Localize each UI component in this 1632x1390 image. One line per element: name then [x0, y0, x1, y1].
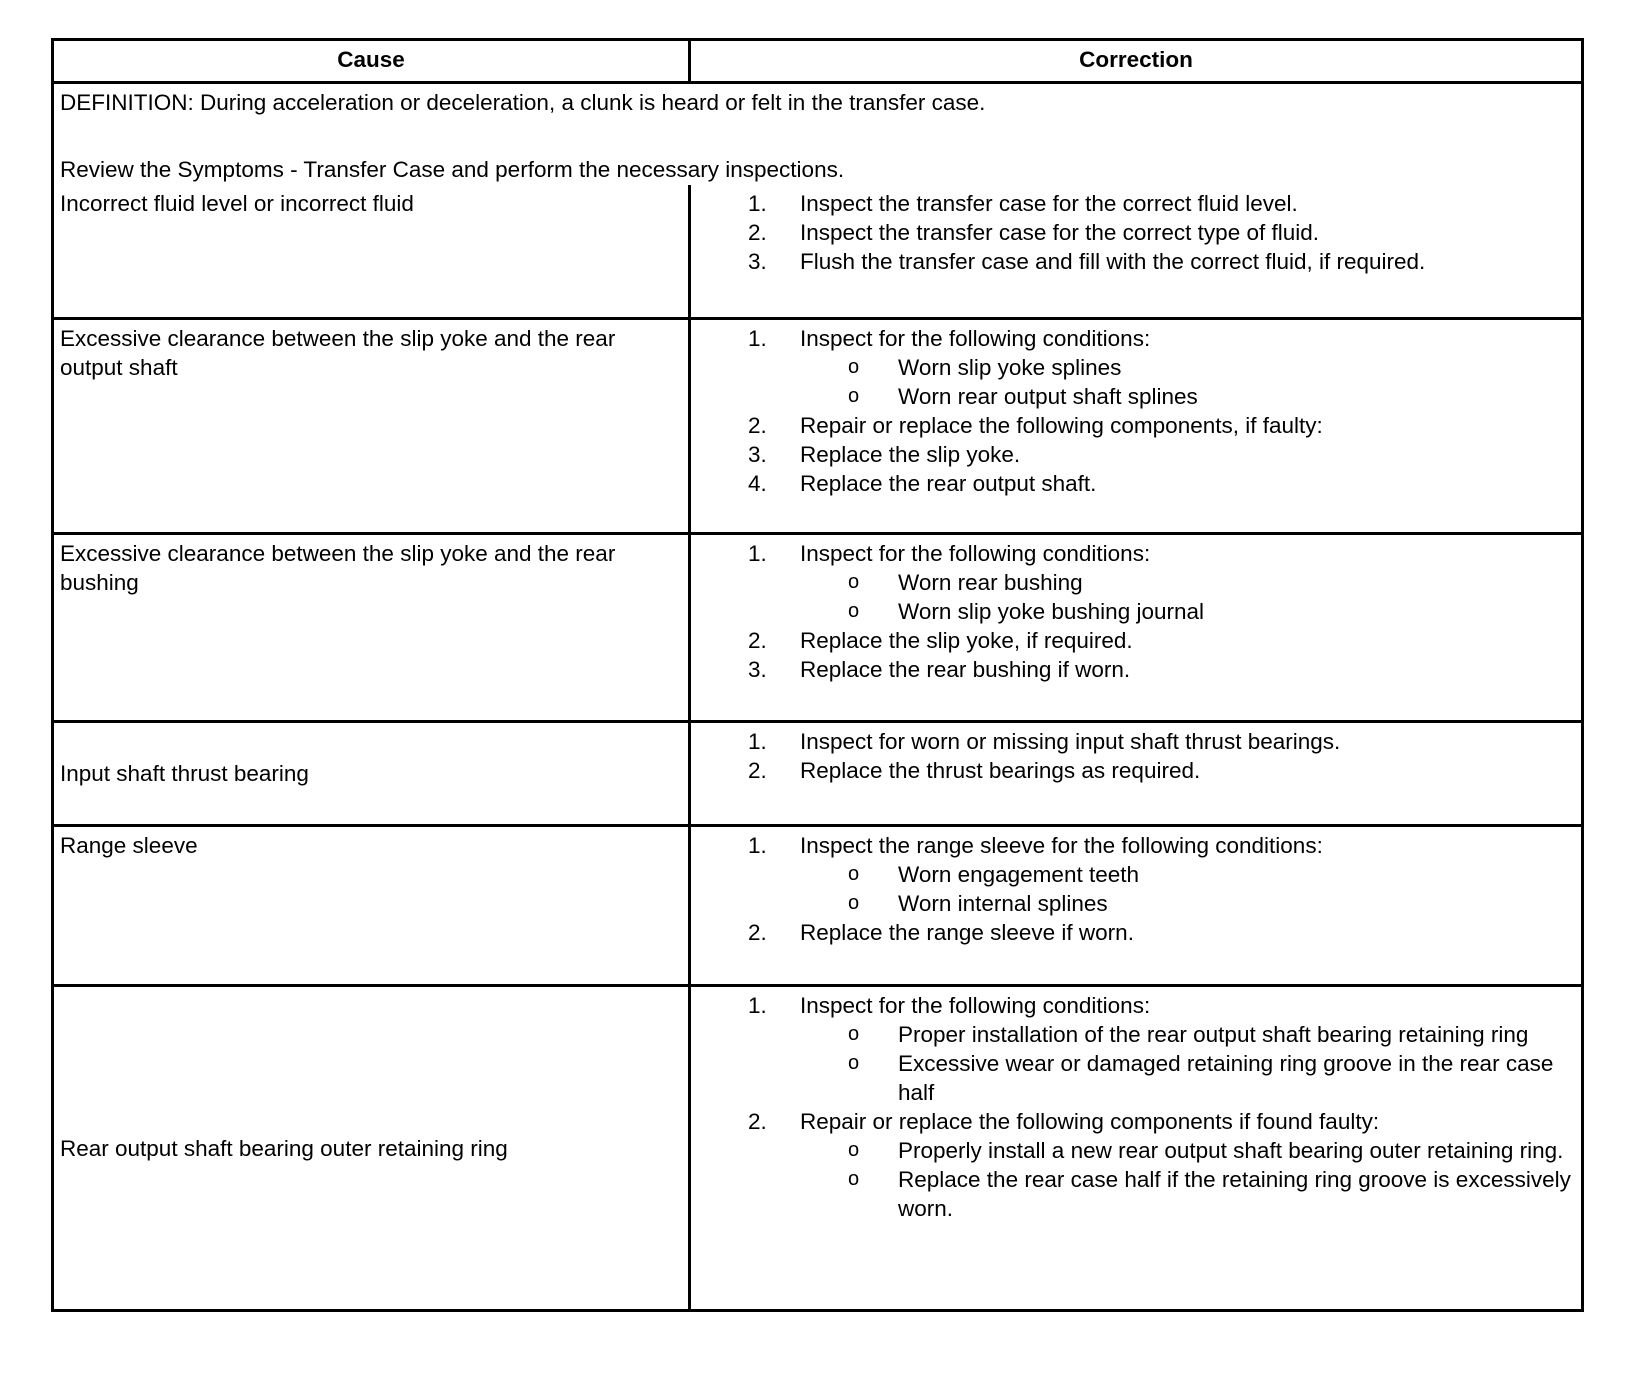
circle-bullet-icon: o — [848, 1168, 860, 1190]
step-text: Flush the transfer case and fill with the correct fluid, if required. — [800, 249, 1426, 274]
cause-cell — [54, 827, 691, 984]
table-row — [54, 720, 1581, 824]
correction-step — [691, 1107, 1573, 1136]
sub-bullet-item — [691, 1020, 1573, 1049]
correction-step — [691, 626, 1573, 655]
step-text: Replace the range sleeve if worn. — [800, 920, 1134, 945]
correction-cell — [691, 320, 1581, 532]
diagnostic-table — [51, 38, 1584, 1312]
cause-column-header: Cause — [54, 41, 691, 81]
correction-step — [691, 411, 1573, 440]
correction-cell — [691, 535, 1581, 720]
table-row — [54, 317, 1581, 532]
sub-bullet-text: Replace the rear case half if the retaining ring groove is excessively worn. — [898, 1167, 1571, 1221]
cause-cell — [54, 185, 691, 317]
definition-row — [54, 81, 1581, 185]
correction-cell — [691, 827, 1581, 984]
sub-bullet-item — [691, 1165, 1573, 1223]
table-row — [54, 984, 1581, 1309]
correction-step — [691, 655, 1573, 684]
step-text: Inspect for the following conditions: — [800, 993, 1151, 1018]
correction-step — [691, 756, 1573, 785]
correction-step — [691, 247, 1573, 276]
circle-bullet-icon: o — [848, 600, 860, 622]
sub-bullet-text: Worn rear output shaft splines — [898, 384, 1198, 409]
sub-bullet-item — [691, 1049, 1573, 1107]
step-number: 2. — [748, 628, 767, 653]
step-number: 1. — [748, 191, 767, 216]
cause-text: Excessive clearance between the slip yoke and the rear output shaft — [60, 326, 616, 380]
step-number: 3. — [748, 657, 767, 682]
cause-cell — [54, 320, 691, 532]
step-text: Repair or replace the following components, if faulty: — [800, 413, 1323, 438]
step-text: Inspect the transfer case for the correct type of fluid. — [800, 220, 1320, 245]
cause-text: Rear output shaft bearing outer retaining ring — [60, 1135, 508, 1161]
circle-bullet-icon: o — [848, 356, 860, 378]
circle-bullet-icon: o — [848, 571, 860, 593]
step-text: Inspect for the following conditions: — [800, 541, 1151, 566]
correction-column-header: Correction — [1079, 47, 1193, 72]
correction-step — [691, 218, 1573, 247]
correction-step — [691, 918, 1573, 947]
correction-cell — [691, 987, 1581, 1309]
correction-step — [691, 189, 1573, 218]
step-number: 3. — [748, 442, 767, 467]
sub-bullet-item — [691, 382, 1573, 411]
cause-cell — [54, 987, 691, 1309]
circle-bullet-icon: o — [848, 892, 860, 914]
cause-text: Excessive clearance between the slip yoke and the rear bushing — [60, 541, 616, 595]
step-number: 2. — [748, 413, 767, 438]
step-text: Inspect for the following conditions: — [800, 326, 1151, 351]
correction-step — [691, 991, 1573, 1020]
sub-bullet-item — [691, 597, 1573, 626]
definition-cell — [54, 84, 1581, 185]
circle-bullet-icon: o — [848, 1023, 860, 1045]
definition-text: DEFINITION: During acceleration or deceleration, a clunk is heard or felt in the transfer case. — [60, 90, 986, 115]
sub-bullet-text: Properly install a new rear output shaft bearing outer retaining ring. — [898, 1138, 1564, 1163]
step-text: Replace the rear bushing if worn. — [800, 657, 1131, 682]
correction-step — [691, 324, 1573, 353]
step-number: 1. — [748, 993, 767, 1018]
sub-bullet-text: Worn internal splines — [898, 891, 1108, 916]
correction-step — [691, 469, 1573, 498]
correction-step — [691, 831, 1573, 860]
correction-step — [691, 727, 1573, 756]
sub-bullet-text: Proper installation of the rear output shaft bearing retaining ring — [898, 1022, 1529, 1047]
cause-text: Incorrect fluid level or incorrect fluid — [60, 191, 414, 216]
sub-bullet-item — [691, 889, 1573, 918]
step-number: 2. — [748, 220, 767, 245]
cause-cell — [54, 535, 691, 720]
sub-bullet-item — [691, 860, 1573, 889]
circle-bullet-icon: o — [848, 1139, 860, 1161]
step-number: 3. — [748, 249, 767, 274]
step-number: 1. — [748, 326, 767, 351]
cause-text: Input shaft thrust bearing — [60, 761, 309, 786]
table-row — [54, 824, 1581, 984]
circle-bullet-icon: o — [848, 385, 860, 407]
cause-text: Range sleeve — [60, 833, 198, 858]
table-row — [54, 185, 1581, 317]
sub-bullet-item — [691, 568, 1573, 597]
table-row — [54, 532, 1581, 720]
sub-bullet-text: Worn slip yoke splines — [898, 355, 1122, 380]
step-number: 4. — [748, 471, 767, 496]
step-number: 2. — [748, 758, 767, 783]
table-header-row — [54, 41, 1581, 81]
correction-step — [691, 539, 1573, 568]
circle-bullet-icon: o — [848, 863, 860, 885]
step-text: Inspect the transfer case for the correct fluid level. — [800, 191, 1298, 216]
sub-bullet-text: Excessive wear or damaged retaining ring groove in the rear case half — [898, 1051, 1554, 1105]
sub-bullet-text: Worn rear bushing — [898, 570, 1083, 595]
correction-cell — [691, 723, 1581, 824]
step-number: 2. — [748, 1109, 767, 1134]
correction-cell — [691, 185, 1581, 317]
step-text: Replace the slip yoke. — [800, 442, 1021, 467]
sub-bullet-text: Worn slip yoke bushing journal — [898, 599, 1205, 624]
sub-bullet-text: Worn engagement teeth — [898, 862, 1139, 887]
step-text: Repair or replace the following components if found faulty: — [800, 1109, 1380, 1134]
step-text: Replace the rear output shaft. — [800, 471, 1097, 496]
review-instruction: Review the Symptoms - Transfer Case and perform the necessary inspections. — [60, 157, 845, 182]
cause-cell — [54, 723, 691, 824]
step-text: Inspect the range sleeve for the following conditions: — [800, 833, 1323, 858]
step-text: Replace the thrust bearings as required. — [800, 758, 1201, 783]
sub-bullet-item — [691, 1136, 1573, 1165]
sub-bullet-item — [691, 353, 1573, 382]
circle-bullet-icon: o — [848, 1052, 860, 1074]
step-number: 1. — [748, 729, 767, 754]
step-number: 2. — [748, 920, 767, 945]
correction-step — [691, 440, 1573, 469]
step-text: Replace the slip yoke, if required. — [800, 628, 1133, 653]
step-number: 1. — [748, 541, 767, 566]
step-text: Inspect for worn or missing input shaft thrust bearings. — [800, 729, 1341, 754]
step-number: 1. — [748, 833, 767, 858]
